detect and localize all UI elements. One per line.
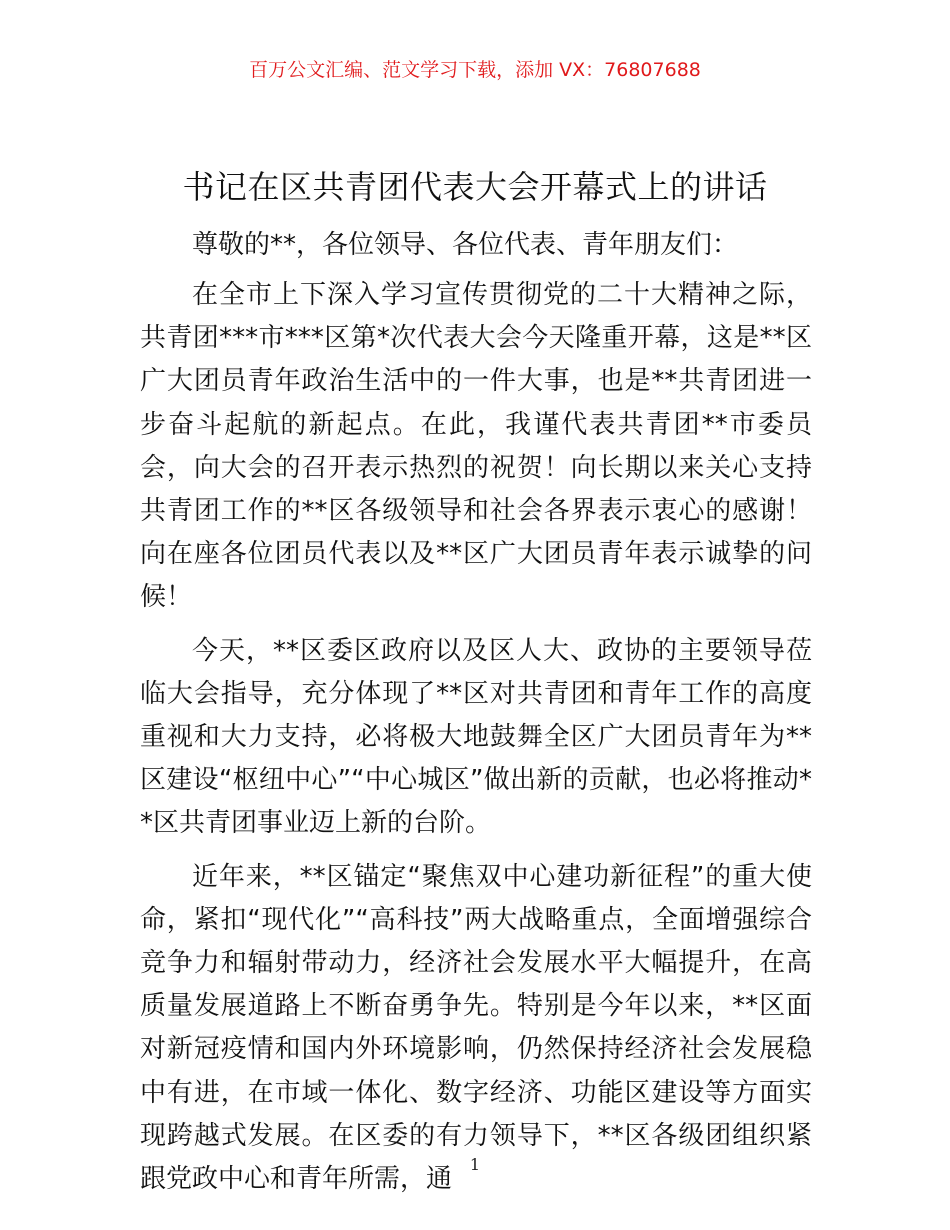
page-number: 1 [469,1155,481,1174]
page-title: 书记在区共青团代表大会开幕式上的讲话 [182,168,768,206]
header-banner: 百万公文汇编、范文学习下载，添加 VX：76807688 [249,59,701,81]
paragraph-3: 近年来，**区锚定“聚焦双中心建功新征程”的重大使命，紧扣“现代化”“高科技”两大战略重点，全面增强综合竞争力和辐射带动力，经济社会发展水平大幅提升，在高质量发展道路上不断奋勇争先。特别是今年以来，**区面对新冠疫情和国内外环境影响，仍然保持经济社会发展稳中有进，在市域一体化、数字经济、功能区建设等方面实现跨越式发展。在区委的有力领导下，**区各级团组织紧跟党政中心和青年所需，通 [140,861,812,1195]
document-body [140,225,812,1211]
paragraph-1: 在全市上下深入学习宣传贯彻党的二十大精神之际，共青团***市***区第*次代表大会今天隆重开幕，这是**区广大团员青年政治生活中的一件大事，也是**共青团进一步奋斗起航的新起点。在此，我谨代表共青团**市委员会，向大会的召开表示热烈的祝贺！向长期以来关心支持共青团工作的**区各级领导和社会各界表示衷心的感谢！向在座各位团员代表以及**区广大团员青年表示诚挚的问候！ [140,280,812,613]
paragraph-2: 今天，**区委区政府以及区人大、政协的主要领导莅临大会指导，充分体现了**区对共青团和青年工作的高度重视和大力支持，必将极大地鼓舞全区广大团员青年为**区建设“枢纽中心”“中心城区”做出新的贡献，也必将推动**区共青团事业迈上新的台阶。 [140,635,812,839]
salutation: 尊敬的**，各位领导、各位代表、青年朋友们： [192,230,739,260]
